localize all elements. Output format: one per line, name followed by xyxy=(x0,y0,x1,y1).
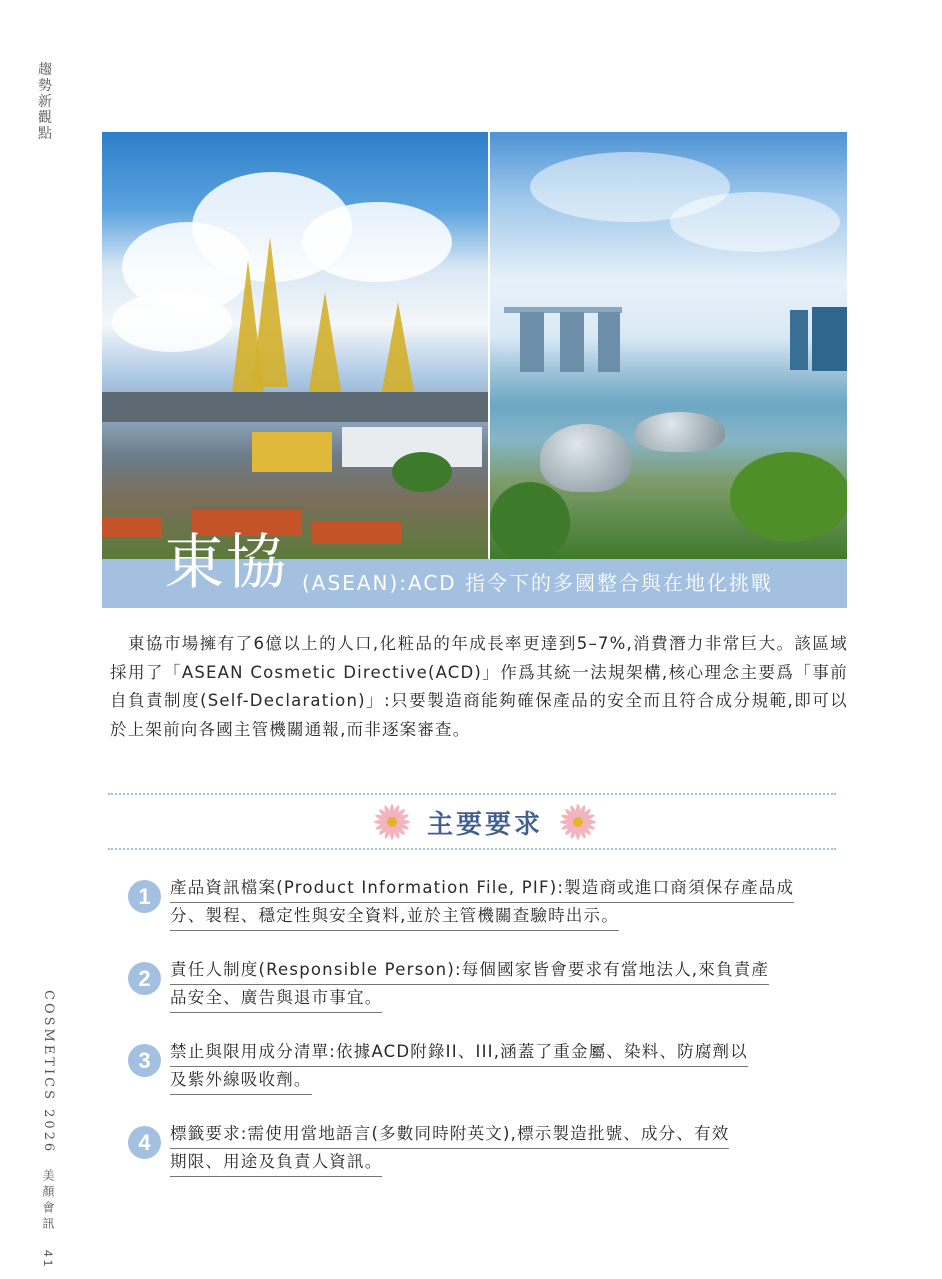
requirement-line: 品安全、廣告與退市事宜。 xyxy=(170,986,382,1013)
requirement-line: 責任人制度(Responsible Person):每個國家皆會要求有當地法人,來負責產 xyxy=(170,958,769,985)
requirement-line: 分、製程、穩定性與安全資料,並於主管機關查驗時出示。 xyxy=(170,904,619,931)
article-title-sub: (ASEAN):ACD 指令下的多國整合與在地化挑戰 xyxy=(302,571,774,595)
requirement-item xyxy=(128,1038,828,1102)
section-label-char: 點 xyxy=(38,126,52,142)
section-label-char: 觀 xyxy=(38,110,52,126)
requirement-line: 期限、用途及負責人資訊。 xyxy=(170,1150,382,1177)
page-number: 41 xyxy=(41,1250,55,1270)
section-header xyxy=(370,800,600,844)
pink-daisy-icon xyxy=(371,801,413,843)
page-footer xyxy=(35,990,57,1270)
requirement-line: 標籤要求:需使用當地語言(多數同時附英文),標示製造批號、成分、有效 xyxy=(170,1122,729,1149)
requirement-line: 禁止與限用成分清單:依據ACD附錄II、III,涵蓋了重金屬、染料、防腐劑以 xyxy=(170,1040,748,1067)
requirement-item xyxy=(128,1120,828,1184)
section-title: 主要要求 xyxy=(426,809,543,840)
number-badge: 1 xyxy=(128,880,161,913)
section-label-char: 新 xyxy=(38,94,52,110)
section-label xyxy=(36,62,54,142)
number-badge: 3 xyxy=(128,1044,161,1077)
number-badge: 2 xyxy=(128,962,161,995)
section-label-char: 趨 xyxy=(38,62,52,78)
requirement-line: 產品資訊檔案(Product Information File, PIF):製造商或進口商須保存產品成 xyxy=(170,876,794,903)
pink-daisy-icon xyxy=(557,801,599,843)
singapore-skyline-photo xyxy=(490,132,847,559)
bangkok-bridge-photo xyxy=(102,132,488,559)
intro-paragraph: 東協市場擁有了6億以上的人口,化粧品的年成長率更達到5–7%,消費潛力非常巨大。該區域採用了「ASEAN Cosmetic Directive(ACD)」作爲其統一法規架構,核心理念主要爲「事前自負責制度(Self-Declaration)」:只要製造商能夠確保產品的安全而且符合成分規範,即可以於上架前向各國主管機關通報,而非逐案審查。 xyxy=(110,634,848,739)
requirement-item xyxy=(128,874,828,938)
divider-bottom xyxy=(108,848,836,850)
section-label-char: 勢 xyxy=(38,78,52,94)
article-title-main: 東協 xyxy=(164,528,288,598)
intro-text xyxy=(110,630,848,744)
requirement-line: 及紫外線吸收劑。 xyxy=(170,1068,312,1095)
magazine-name-zh: 美顏會訊 xyxy=(41,1169,55,1234)
requirement-item xyxy=(128,956,828,1020)
hero-images xyxy=(102,132,847,559)
magazine-name: COSMETICS 2026 xyxy=(41,990,56,1155)
number-badge: 4 xyxy=(128,1126,161,1159)
divider-top xyxy=(108,793,836,795)
